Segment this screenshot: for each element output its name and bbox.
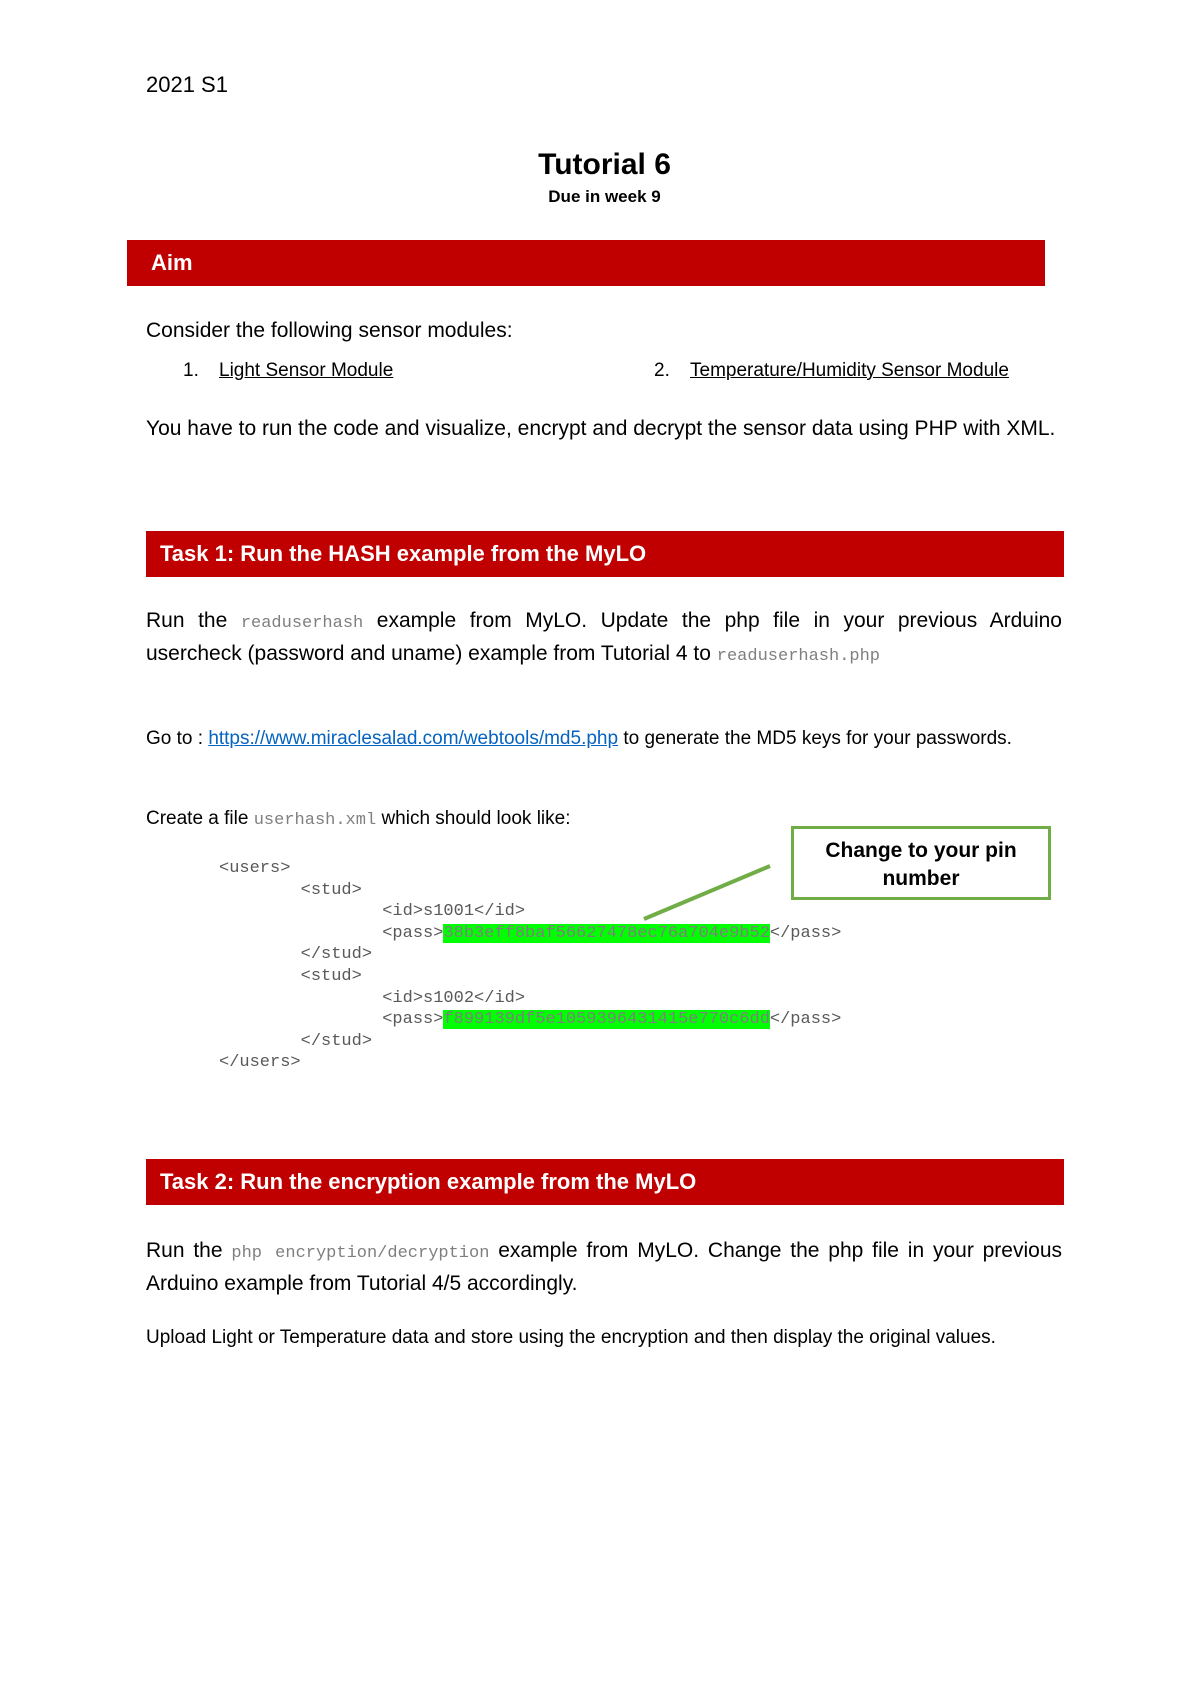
inline-code: userhash.xml bbox=[253, 811, 377, 830]
text-run: Run the bbox=[146, 1239, 223, 1262]
inline-code: readuserhash.php bbox=[716, 647, 881, 666]
aim-intro: Consider the following sensor modules: bbox=[146, 319, 513, 342]
text-run: Go to : bbox=[146, 728, 204, 749]
inline-code: php encryption/decryption bbox=[231, 1244, 490, 1263]
aim-heading: Aim bbox=[127, 240, 1045, 286]
task2-heading: Task 2: Run the encryption example from the MyLO bbox=[146, 1159, 1064, 1205]
code-token: </pass> bbox=[769, 923, 842, 943]
due-date: Due in week 9 bbox=[548, 187, 661, 206]
text-run: example from MyLO. Change the php file in your previous Arduino example from Tutorial 4/5 accordingly. bbox=[146, 1239, 1063, 1295]
text-run: Run the bbox=[146, 609, 228, 632]
text-run: Create a file bbox=[146, 808, 249, 829]
list-number: 1. bbox=[183, 360, 199, 381]
md5-tool-link[interactable]: https://www.miraclesalad.com/webtools/md5.php bbox=[208, 728, 619, 749]
code-token: <pass> bbox=[219, 1010, 444, 1030]
page-title: Tutorial 6 bbox=[538, 148, 671, 181]
code-line: </stud> bbox=[219, 945, 373, 965]
task2-instruction bbox=[146, 1236, 1062, 1299]
callout-note: Change to your pin number bbox=[791, 826, 1051, 900]
code-token: <pass> bbox=[219, 923, 444, 943]
semester-label: 2021 S1 bbox=[146, 72, 228, 97]
code-line: </users> bbox=[219, 1053, 301, 1073]
code-line: <id>s1002</id> bbox=[219, 988, 526, 1008]
aim-instruction: You have to run the code and visualize, encrypt and decrypt the sensor data using PHP with XML. bbox=[146, 417, 1056, 440]
code-line: <users> bbox=[219, 859, 291, 878]
text-run: which should look like: bbox=[381, 808, 571, 829]
code-line: <stud> bbox=[219, 880, 362, 900]
list-number: 2. bbox=[654, 360, 670, 381]
text-run: to generate the MD5 keys for your passwords. bbox=[623, 728, 1012, 749]
task1-heading: Task 1: Run the HASH example from the MyLO bbox=[146, 531, 1064, 577]
light-sensor-link[interactable]: Light Sensor Module bbox=[219, 360, 394, 381]
highlighted-hash: f899139df5e1059396431415e770c6dd bbox=[443, 1010, 770, 1030]
code-line: </stud> bbox=[219, 1031, 373, 1051]
code-line: <id>s1001</id> bbox=[219, 902, 526, 922]
highlighted-hash: 38b3eff8baf56627478ec76a704e9b52 bbox=[443, 923, 770, 943]
upload-instruction: Upload Light or Temperature data and store using the encryption and then display the original values. bbox=[146, 1327, 996, 1348]
callout-pointer-line bbox=[644, 866, 770, 919]
inline-code: readuserhash bbox=[240, 614, 364, 633]
code-token: </pass> bbox=[769, 1010, 842, 1030]
temperature-humidity-sensor-link[interactable]: Temperature/Humidity Sensor Module bbox=[690, 360, 1009, 381]
text-run: example from MyLO. Update the php file in your previous Arduino usercheck (password and uname) example from Tutorial 4 to bbox=[146, 609, 1062, 665]
code-line: <stud> bbox=[219, 966, 362, 986]
